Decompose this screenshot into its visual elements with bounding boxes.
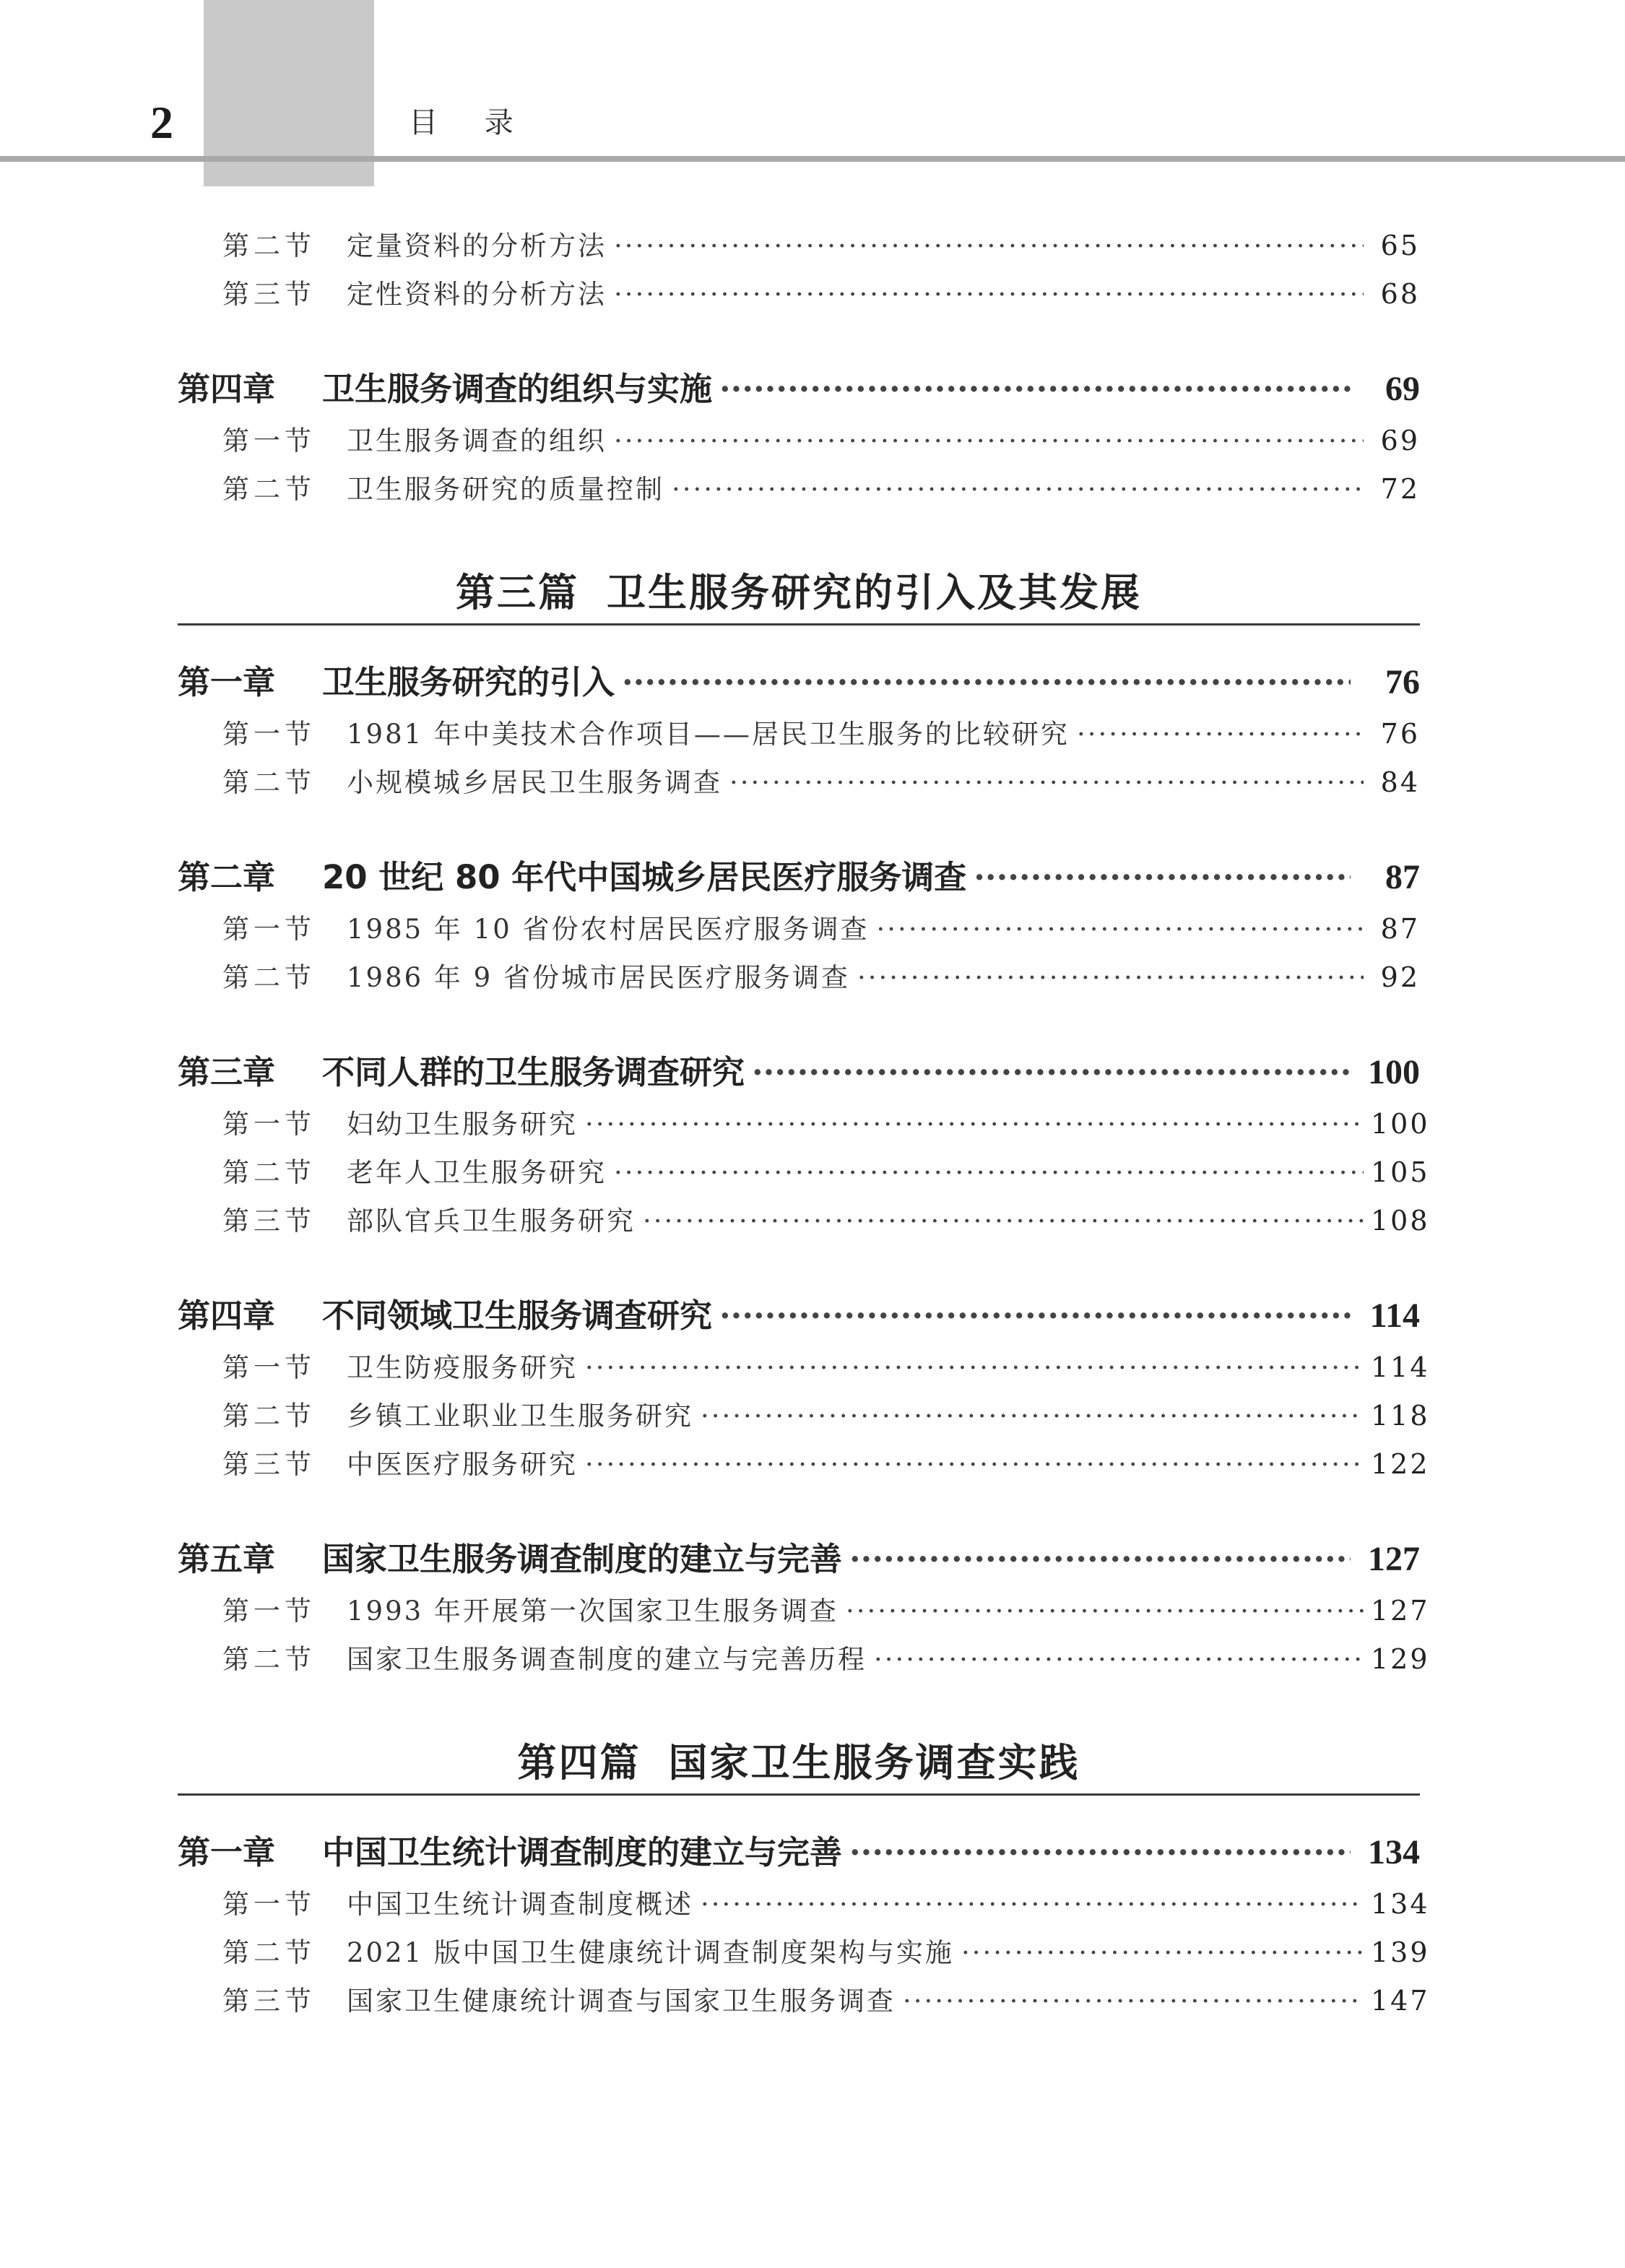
chapter-title: 20 世纪 80 年代中国城乡居民医疗服务调查 bbox=[322, 858, 967, 896]
chapter-label: 第一章 bbox=[178, 1833, 276, 1871]
toc-section-entry[interactable] bbox=[178, 1199, 1430, 1247]
chapter-title: 中国卫生统计调查制度的建立与完善 bbox=[322, 1833, 843, 1871]
dot-leader bbox=[585, 1449, 1364, 1480]
section-label: 第二节 bbox=[222, 474, 316, 505]
section-label: 第三节 bbox=[222, 1449, 316, 1480]
table-of-contents bbox=[178, 224, 1430, 2027]
dot-leader bbox=[846, 1596, 1364, 1627]
toc-section-entry[interactable] bbox=[178, 419, 1420, 467]
section-title: 1981 年中美技术合作项目——居民卫生服务的比较研究 bbox=[347, 719, 1070, 750]
section-title: 定量资料的分析方法 bbox=[347, 230, 607, 261]
section-title: 卫生防疫服务研究 bbox=[347, 1352, 578, 1383]
chapter-page: 134 bbox=[1368, 1833, 1420, 1871]
chapter-page: 87 bbox=[1385, 858, 1420, 896]
section-title: 中国卫生统计调查制度概述 bbox=[347, 1889, 693, 1920]
section-page: 139 bbox=[1371, 1936, 1430, 1968]
section-label: 第一节 bbox=[222, 914, 316, 945]
section-page: 100 bbox=[1371, 1108, 1430, 1140]
section-page: 92 bbox=[1380, 961, 1420, 993]
dot-leader bbox=[701, 1889, 1364, 1920]
chapter-label: 第四章 bbox=[178, 1297, 276, 1335]
section-page: 76 bbox=[1380, 718, 1420, 750]
toc-chapter-entry[interactable] bbox=[178, 1289, 1420, 1346]
section-page: 105 bbox=[1371, 1156, 1430, 1188]
chapter-label: 第三章 bbox=[178, 1053, 276, 1091]
toc-section-entry[interactable] bbox=[178, 1882, 1430, 1931]
section-label: 第二节 bbox=[222, 962, 316, 993]
toc-section-entry[interactable] bbox=[178, 1637, 1430, 1686]
section-title: 乡镇工业职业卫生服务研究 bbox=[347, 1401, 693, 1432]
dot-leader bbox=[752, 1053, 1351, 1091]
dot-leader bbox=[672, 474, 1364, 505]
dot-leader bbox=[961, 1937, 1364, 1968]
toc-section-entry[interactable] bbox=[178, 712, 1420, 761]
dot-leader bbox=[974, 858, 1351, 896]
section-label: 第二节 bbox=[222, 767, 316, 798]
section-page: 129 bbox=[1371, 1643, 1430, 1675]
dot-leader bbox=[585, 1352, 1364, 1383]
chapter-page: 127 bbox=[1368, 1540, 1420, 1578]
dot-leader bbox=[903, 1986, 1364, 2017]
section-title: 国家卫生健康统计调查与国家卫生服务调查 bbox=[347, 1986, 896, 2017]
toc-section-entry[interactable] bbox=[178, 1151, 1430, 1199]
dot-leader bbox=[849, 1833, 1351, 1871]
toc-chapter-entry[interactable] bbox=[178, 1826, 1420, 1882]
section-page: 134 bbox=[1371, 1888, 1430, 1920]
chapter-label: 第五章 bbox=[178, 1540, 276, 1578]
chapter-label: 第一章 bbox=[178, 663, 276, 701]
toc-chapter-entry[interactable] bbox=[178, 363, 1420, 419]
toc-chapter-entry[interactable] bbox=[178, 851, 1420, 907]
dot-leader bbox=[874, 1644, 1364, 1675]
section-label: 第三节 bbox=[222, 279, 316, 310]
dot-leader bbox=[729, 767, 1364, 798]
toc-section-entry[interactable] bbox=[178, 1442, 1430, 1491]
chapter-title: 国家卫生服务调查制度的建立与完善 bbox=[322, 1540, 843, 1578]
toc-section-entry[interactable] bbox=[178, 761, 1420, 809]
part-heading bbox=[178, 1732, 1420, 1796]
section-label: 第三节 bbox=[222, 1206, 316, 1237]
section-label: 第三节 bbox=[222, 1986, 316, 2017]
part-label: 第四篇 bbox=[517, 1739, 641, 1786]
section-label: 第二节 bbox=[222, 1157, 316, 1188]
dot-leader bbox=[857, 962, 1364, 993]
section-label: 第二节 bbox=[222, 1401, 316, 1432]
toc-section-entry[interactable] bbox=[178, 1589, 1430, 1637]
section-page: 118 bbox=[1371, 1400, 1430, 1432]
toc-section-entry[interactable] bbox=[178, 1979, 1430, 2027]
toc-section-entry[interactable] bbox=[178, 1931, 1430, 1979]
dot-leader bbox=[701, 1401, 1364, 1432]
toc-chapter-entry[interactable] bbox=[178, 1533, 1420, 1589]
section-label: 第二节 bbox=[222, 1937, 316, 1968]
chapter-label: 第四章 bbox=[178, 370, 276, 408]
toc-section-entry[interactable] bbox=[178, 1394, 1430, 1442]
toc-section-entry[interactable] bbox=[178, 907, 1420, 956]
section-title: 小规模城乡居民卫生服务调查 bbox=[347, 767, 722, 798]
section-title: 定性资料的分析方法 bbox=[347, 279, 607, 310]
section-title: 中医医疗服务研究 bbox=[347, 1449, 578, 1480]
toc-chapter-entry[interactable] bbox=[178, 656, 1420, 712]
dot-leader bbox=[719, 1297, 1351, 1335]
section-title: 1985 年 10 省份农村居民医疗服务调查 bbox=[347, 914, 870, 945]
dot-leader bbox=[877, 914, 1364, 945]
toc-section-entry[interactable] bbox=[178, 1346, 1430, 1394]
dot-leader bbox=[1077, 719, 1364, 750]
dot-leader bbox=[585, 1109, 1364, 1140]
section-title: 部队官兵卫生服务研究 bbox=[347, 1206, 636, 1237]
chapter-page: 69 bbox=[1385, 370, 1420, 408]
dot-leader bbox=[622, 663, 1351, 701]
section-label: 第一节 bbox=[222, 1889, 316, 1920]
toc-section-entry[interactable] bbox=[178, 956, 1420, 1004]
section-label: 第二节 bbox=[222, 1644, 316, 1675]
section-label: 第一节 bbox=[222, 1109, 316, 1140]
toc-section-entry[interactable] bbox=[178, 224, 1420, 272]
section-label: 第二节 bbox=[222, 230, 316, 261]
section-title: 1986 年 9 省份城市居民医疗服务调查 bbox=[347, 962, 850, 993]
section-page: 84 bbox=[1380, 766, 1420, 798]
section-page: 114 bbox=[1371, 1351, 1430, 1383]
section-label: 第一节 bbox=[222, 425, 316, 456]
toc-section-entry[interactable] bbox=[178, 467, 1420, 516]
section-page: 69 bbox=[1380, 425, 1420, 456]
chapter-page: 100 bbox=[1368, 1053, 1420, 1091]
toc-section-entry[interactable] bbox=[178, 1102, 1430, 1151]
toc-section-entry[interactable] bbox=[178, 272, 1420, 321]
part-title: 国家卫生服务调查实践 bbox=[668, 1739, 1080, 1786]
section-label: 第一节 bbox=[222, 719, 316, 750]
section-title: 卫生服务研究的质量控制 bbox=[347, 474, 664, 505]
section-page: 127 bbox=[1371, 1595, 1430, 1627]
chapter-page: 76 bbox=[1385, 663, 1420, 701]
chapter-title: 卫生服务研究的引入 bbox=[322, 663, 615, 701]
section-title: 2021 版中国卫生健康统计调查制度架构与实施 bbox=[347, 1937, 954, 1968]
dot-leader bbox=[643, 1206, 1364, 1237]
dot-leader bbox=[614, 425, 1364, 456]
chapter-title: 不同领域卫生服务调查研究 bbox=[322, 1297, 713, 1335]
header-rule bbox=[0, 156, 1625, 162]
dot-leader bbox=[614, 1157, 1364, 1188]
chapter-title: 不同人群的卫生服务调查研究 bbox=[322, 1053, 745, 1091]
running-head: 目 录 bbox=[409, 106, 532, 139]
section-page: 72 bbox=[1380, 473, 1420, 505]
dot-leader bbox=[849, 1540, 1351, 1578]
chapter-page: 114 bbox=[1369, 1297, 1420, 1335]
part-heading bbox=[178, 562, 1420, 626]
section-title: 妇幼卫生服务研究 bbox=[347, 1109, 578, 1140]
section-page: 87 bbox=[1380, 913, 1420, 945]
page-number: 2 bbox=[150, 97, 173, 148]
section-page: 122 bbox=[1371, 1448, 1430, 1480]
dot-leader bbox=[719, 370, 1351, 408]
section-page: 147 bbox=[1371, 1985, 1430, 2017]
section-page: 65 bbox=[1380, 230, 1420, 261]
part-label: 第三篇 bbox=[456, 569, 579, 615]
section-page: 68 bbox=[1380, 278, 1420, 310]
toc-chapter-entry[interactable] bbox=[178, 1046, 1420, 1102]
section-page: 108 bbox=[1371, 1205, 1430, 1237]
section-label: 第一节 bbox=[222, 1596, 316, 1627]
section-title: 国家卫生服务调查制度的建立与完善历程 bbox=[347, 1644, 867, 1675]
dot-leader bbox=[614, 279, 1364, 310]
section-title: 卫生服务调查的组织 bbox=[347, 425, 607, 456]
section-title: 1993 年开展第一次国家卫生服务调查 bbox=[347, 1596, 838, 1627]
dot-leader bbox=[614, 230, 1364, 261]
section-title: 老年人卫生服务研究 bbox=[347, 1157, 607, 1188]
chapter-label: 第二章 bbox=[178, 858, 276, 896]
chapter-title: 卫生服务调查的组织与实施 bbox=[322, 370, 713, 408]
part-title: 卫生服务研究的引入及其发展 bbox=[607, 569, 1142, 615]
section-label: 第一节 bbox=[222, 1352, 316, 1383]
